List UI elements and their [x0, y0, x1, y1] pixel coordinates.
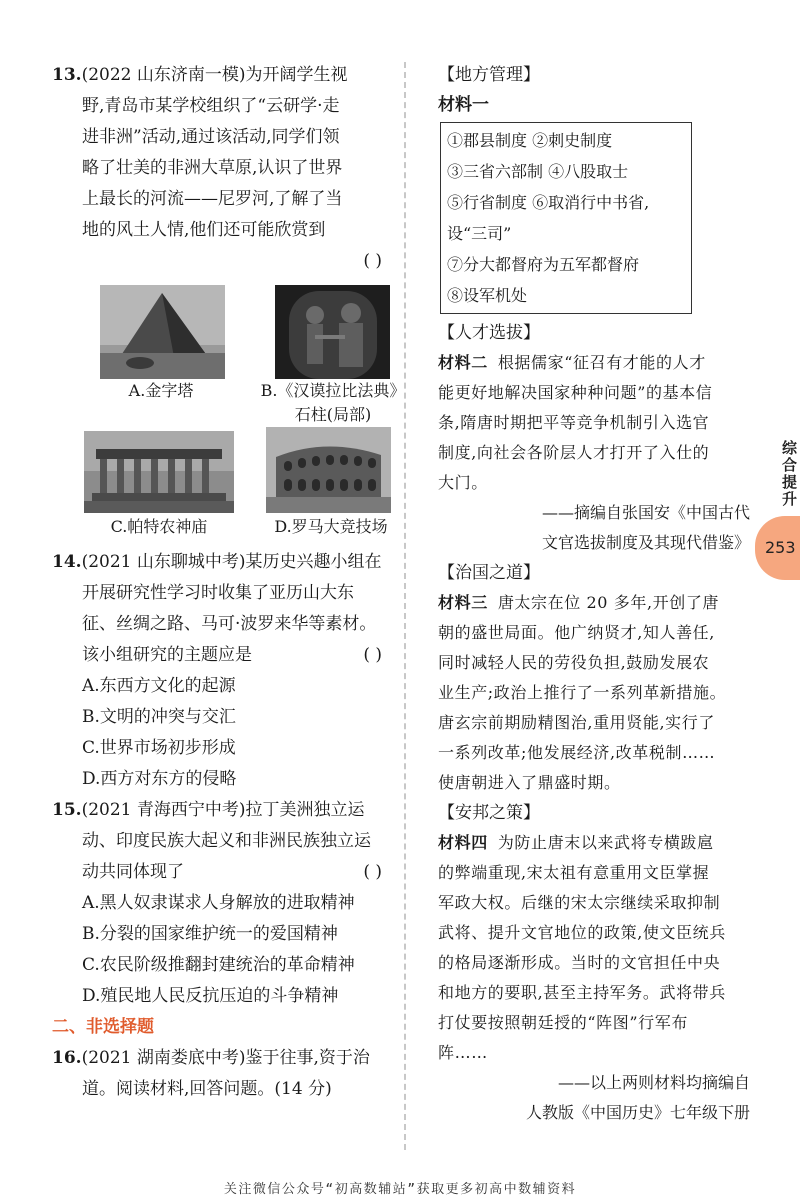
- material-4-source-cont: 人教版《中国历史》七年级下册: [525, 1103, 750, 1122]
- question-14: [52, 547, 392, 795]
- option-c-caption: C.帕特农神庙: [110, 517, 208, 536]
- option-c: C.农民阶级推翻封建统治的革命精神: [82, 955, 355, 975]
- question-number: 16.: [52, 1048, 82, 1068]
- question-text-line: (2021 山东聊城中考)某历史兴趣小组在: [81, 552, 382, 572]
- material-4-source: ——以上两则材料均摘编自: [557, 1073, 750, 1092]
- material-text-line: 唐玄宗前期励精图治,重用贤能,实行了: [438, 713, 715, 732]
- answer-bracket: ( ): [363, 251, 382, 271]
- box-line: ③三省六部制 ④八股取士: [447, 162, 629, 181]
- question-15: [52, 795, 392, 1012]
- answer-bracket: ( ): [363, 645, 382, 665]
- material-2-source-cont: 文官选拔制度及其现代借鉴》: [541, 533, 750, 552]
- question-text-line: 野,青岛市某学校组织了“云研学·走: [82, 96, 340, 116]
- question-text-line: 该小组研究的主题应是: [82, 645, 252, 665]
- option-c: C.世界市场初步形成: [82, 738, 236, 758]
- material-text-line: 业生产;政治上推行了一系列革新措施。: [438, 683, 727, 702]
- option-a-caption: A.金字塔: [128, 381, 194, 400]
- question-text-line: 道。阅读材料,回答问题。(14 分): [82, 1079, 332, 1099]
- pyramid-image: [100, 285, 225, 379]
- question-text-line: (2021 湖南娄底中考)鉴于往事,资于治: [81, 1048, 370, 1068]
- option-b: B.分裂的国家维护统一的爱国精神: [82, 924, 338, 944]
- heading-governance: 【治国之道】: [438, 563, 540, 583]
- section-side-tab: 综合提升: [780, 440, 798, 508]
- material-text-line: 条,隋唐时期把平等竞争机制引入选官: [438, 413, 710, 432]
- box-line: ⑤行省制度 ⑥取消行中书省,: [447, 193, 650, 212]
- material-3: [438, 588, 750, 798]
- option-d: D.殖民地人民反抗压迫的斗争精神: [82, 986, 339, 1006]
- question-text-line: 上最长的河流——尼罗河,了解了当: [82, 189, 343, 209]
- material-4: [438, 828, 750, 1128]
- material-1-label: 材料一: [438, 95, 489, 115]
- option-b: B.文明的冲突与交汇: [82, 707, 236, 727]
- section-heading: 二、非选择题: [52, 1017, 154, 1037]
- option-d-caption: D.罗马大竞技场: [274, 517, 388, 536]
- heading-local-admin: 【地方管理】: [438, 65, 540, 85]
- question-text-line: 开展研究性学习时收集了亚历山大东: [82, 583, 354, 603]
- question-text-line: (2021 青海西宁中考)拉丁美洲独立运: [81, 800, 365, 820]
- material-text-line: 制度,向社会各阶层人才打开了入仕的: [438, 443, 710, 462]
- heading-security: 【安邦之策】: [438, 803, 540, 823]
- footer-note: 关注微信公众号“初高数辅站”获取更多初高中数辅资料: [223, 1182, 577, 1197]
- material-text-line: 一系列改革;他发展经济,改革税制……: [438, 743, 716, 762]
- question-text-line: 进非洲”活动,通过该活动,同学们领: [82, 127, 340, 147]
- material-2: [438, 348, 750, 558]
- material-text-line: 根据儒家“征召有才能的人才: [497, 353, 706, 372]
- material-text-line: 使唐朝进入了鼎盛时期。: [438, 773, 621, 792]
- material-text-line: 的格局逐渐形成。当时的文官担任中央: [438, 953, 721, 972]
- material-3-label: 材料三: [438, 593, 488, 612]
- left-column: [52, 60, 406, 1105]
- material-text-line: 军政大权。后继的宋太宗继续采取抑制: [438, 893, 721, 912]
- material-2-source: ——摘编自张国安《中国古代: [541, 503, 750, 522]
- box-line: ①郡县制度 ②刺史制度: [447, 131, 613, 150]
- page-number-badge: 253: [755, 516, 800, 580]
- material-text-line: 打仗要按照朝廷授的“阵图”行军布: [438, 1013, 688, 1032]
- question-16: [52, 1043, 392, 1105]
- option-b-caption: B.《汉谟拉比法典》: [260, 381, 406, 400]
- box-line: ⑧设军机处: [447, 286, 528, 305]
- question-text-line: 略了壮美的非洲大草原,认识了世界: [82, 158, 343, 178]
- question-number: 13.: [52, 65, 82, 85]
- option-a: A.东西方文化的起源: [82, 676, 236, 696]
- column-divider: [404, 62, 406, 1150]
- option-a: A.黑人奴隶谋求人身解放的进取精神: [82, 893, 355, 913]
- material-text-line: 大门。: [438, 473, 488, 492]
- material-text-line: 能更好地解决国家种种问题”的基本信: [438, 383, 713, 402]
- material-2-label: 材料二: [438, 353, 488, 372]
- material-text-line: 的弊端重现,宋太祖有意重用文臣掌握: [438, 863, 710, 882]
- question-text-line: 征、丝绸之路、马可·波罗来华等素材。: [82, 614, 377, 634]
- box-line: 设“三司”: [447, 224, 512, 243]
- colosseum-image: [266, 427, 391, 513]
- question-text-line: (2022 山东济南一模)为开阔学生视: [81, 65, 348, 85]
- material-text-line: 唐太宗在位 20 多年,开创了唐: [497, 593, 720, 612]
- material-text-line: 为防止唐末以来武将专横跋扈: [497, 833, 714, 852]
- material-4-label: 材料四: [438, 833, 488, 852]
- answer-bracket: ( ): [363, 862, 382, 882]
- material-text-line: 和地方的要职,甚至主持军务。武将带兵: [438, 983, 726, 1002]
- right-column: [438, 60, 750, 1128]
- question-13: [52, 60, 406, 547]
- question-text-line: 地的风土人情,他们还可能欣赏到: [82, 220, 326, 240]
- question-text-line: 动、印度民族大起义和非洲民族独立运: [82, 831, 371, 851]
- option-d: D.西方对东方的侵略: [82, 769, 237, 789]
- material-1-box: [440, 122, 692, 314]
- material-text-line: 武将、提升文官地位的政策,使文臣统兵: [438, 923, 726, 942]
- stele-image: [275, 285, 390, 379]
- material-text-line: 同时减轻人民的劳役负担,鼓励发展农: [438, 653, 710, 672]
- heading-talent: 【人才选拔】: [438, 323, 540, 343]
- question-number: 14.: [52, 552, 82, 572]
- option-b-caption-sub: 石柱(局部): [294, 405, 372, 424]
- box-line: ⑦分大都督府为五军都督府: [447, 255, 640, 274]
- option-image-grid: [70, 277, 410, 547]
- material-text-line: 阵……: [438, 1043, 488, 1062]
- question-number: 15.: [52, 800, 82, 820]
- parthenon-image: [84, 431, 234, 513]
- question-text-line: 动共同体现了: [82, 862, 184, 882]
- material-text-line: 朝的盛世局面。他广纳贤才,知人善任,: [438, 623, 715, 642]
